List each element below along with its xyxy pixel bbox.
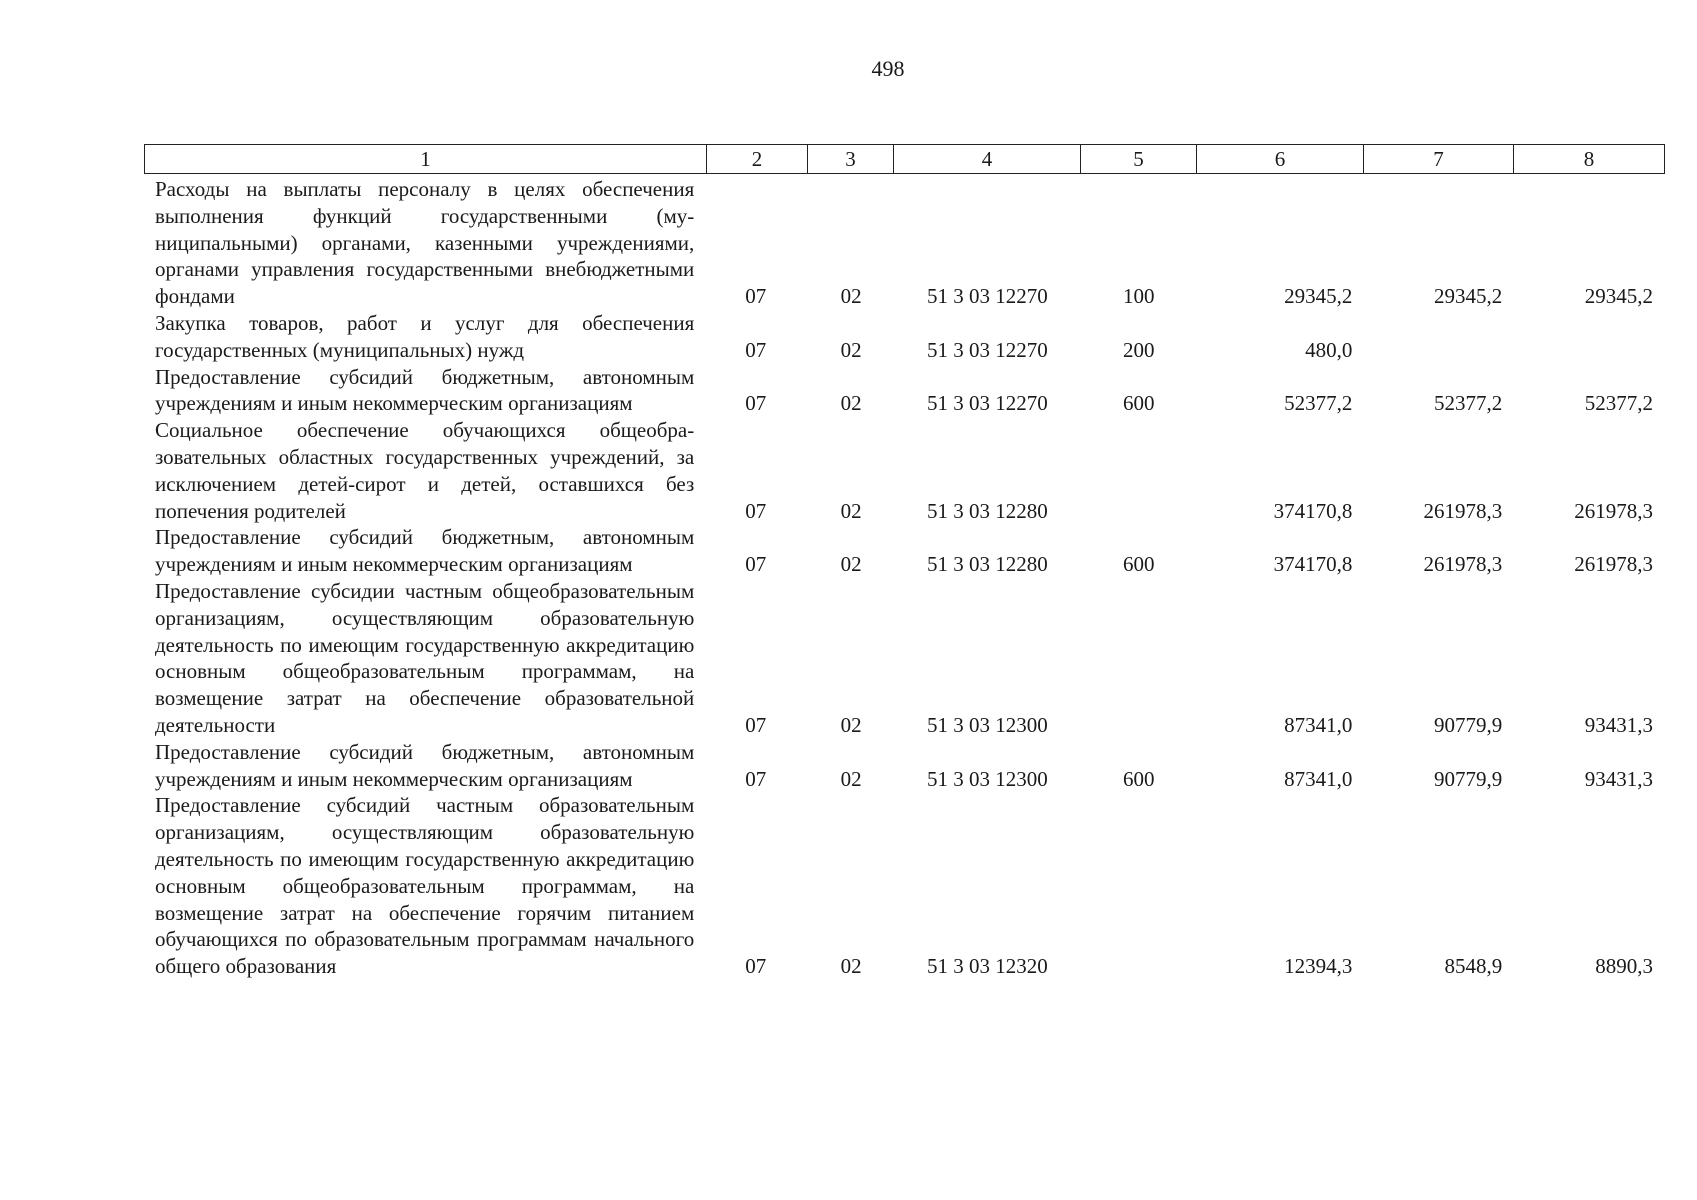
column-header-7: 7 (1364, 145, 1514, 174)
table-row (144, 364, 1664, 418)
row-description: Предоставление субсидий бюджетным, автономным учреждениям и иным некоммерческим организациям (155, 525, 695, 577)
subsection-code: 02 (840, 954, 862, 979)
table-row (144, 417, 1664, 524)
amount-col-6: 87341,0 (1284, 712, 1353, 737)
target-article-code: 51 3 03 12270 (927, 391, 1048, 416)
amount-col-7: 29345,2 (1433, 284, 1503, 309)
amount-col-8: 8890,3 (1595, 954, 1654, 979)
expense-type-code: 200 (1122, 337, 1155, 362)
amount-col-6: 12394,3 (1284, 954, 1353, 979)
expense-type-code: 600 (1122, 766, 1155, 791)
amount-col-6: 29345,2 (1284, 284, 1353, 309)
row-description: Предоставление субсидии частным общеобразовательным организациям, осуществляющим образовательную деятельность по имеющим государственную аккредитацию основным общеобразовательным программам, на возмещение затрат на обеспечение образовательной деятельности (155, 578, 695, 737)
amount-col-8: 261978,3 (1574, 552, 1654, 577)
table-row (144, 578, 1664, 739)
amount-col-7: 90779,9 (1433, 712, 1503, 737)
amount-col-6: 374170,8 (1273, 552, 1353, 577)
column-header-8: 8 (1514, 145, 1665, 174)
row-description: Предоставление субсидий частным образовательным организациям, осуществляющим образовательную деятельность по имеющим государственную аккредитацию основным общеобразовательным программам, на возмещение затрат на обеспечение горячим питанием обучающихся по образовательным программам начального общего образования (155, 793, 695, 979)
amount-col-7: 261978,3 (1423, 552, 1503, 577)
table-row (144, 524, 1664, 578)
amount-col-7: 52377,2 (1433, 391, 1503, 416)
amount-col-7: 261978,3 (1423, 498, 1503, 523)
section-code: 07 (745, 391, 767, 416)
row-description: Расходы на выплаты персоналу в целях обеспечения выполнения функций государственными (муниципальными) органами, казенными учреждениями, органами управления государственными внебюджетными фондами (155, 177, 695, 309)
target-article-code: 51 3 03 12300 (927, 766, 1048, 791)
row-description: Предоставление субсидий бюджетным, автономным учреждениям и иным некоммерческим организациям (155, 364, 695, 416)
amount-col-6: 52377,2 (1284, 391, 1353, 416)
row-description: Предоставление субсидий бюджетным, автономным учреждениям и иным некоммерческим организациям (155, 739, 695, 791)
amount-col-6: 374170,8 (1273, 498, 1353, 523)
subsection-code: 02 (840, 337, 862, 362)
subsection-code: 02 (840, 498, 862, 523)
section-code: 07 (745, 712, 767, 737)
target-article-code: 51 3 03 12270 (927, 284, 1048, 309)
amount-col-8: 52377,2 (1584, 391, 1654, 416)
table-row (144, 739, 1664, 793)
row-description: Социальное обеспечение обучающихся общеобразовательных областных государственных учреждений, за исключением детей-сирот и детей, оставшихся без попечения родителей (155, 418, 695, 523)
expense-type-code: 600 (1122, 552, 1155, 577)
target-article-code: 51 3 03 12280 (927, 498, 1048, 523)
subsection-code: 02 (840, 552, 862, 577)
section-code: 07 (745, 552, 767, 577)
section-code: 07 (745, 284, 767, 309)
amount-col-8: 261978,3 (1574, 498, 1654, 523)
table-row (144, 792, 1664, 980)
target-article-code: 51 3 03 12270 (927, 337, 1048, 362)
column-header-table (144, 144, 1665, 174)
column-header-6: 6 (1197, 145, 1364, 174)
column-header-2: 2 (707, 145, 808, 174)
column-header-5: 5 (1081, 145, 1197, 174)
page-number: 498 (871, 56, 905, 81)
column-header-1: 1 (145, 145, 707, 174)
amount-col-7: 8548,9 (1444, 954, 1503, 979)
target-article-code: 51 3 03 12300 (927, 712, 1048, 737)
column-header-4: 4 (894, 145, 1081, 174)
subsection-code: 02 (840, 391, 862, 416)
column-header-3: 3 (808, 145, 894, 174)
table-row (144, 176, 1664, 310)
subsection-code: 02 (840, 766, 862, 791)
expense-type-code: 600 (1122, 391, 1155, 416)
subsection-code: 02 (840, 712, 862, 737)
expense-type-code: 100 (1122, 284, 1155, 309)
target-article-code: 51 3 03 12280 (927, 552, 1048, 577)
row-description: Закупка товаров, работ и услуг для обеспечения государственных (муниципальных) нужд (155, 310, 695, 362)
section-code: 07 (745, 766, 767, 791)
amount-col-7: 90779,9 (1433, 766, 1503, 791)
column-header-row (145, 145, 1665, 174)
table-body (144, 176, 1664, 980)
section-code: 07 (745, 498, 767, 523)
amount-col-8: 93431,3 (1584, 766, 1654, 791)
table-row (144, 310, 1664, 364)
amount-col-8: 29345,2 (1584, 284, 1654, 309)
section-code: 07 (745, 954, 767, 979)
amount-col-6: 480,0 (1305, 337, 1353, 362)
subsection-code: 02 (840, 284, 862, 309)
target-article-code: 51 3 03 12320 (927, 954, 1048, 979)
section-code: 07 (745, 337, 767, 362)
amount-col-8: 93431,3 (1584, 712, 1654, 737)
amount-col-6: 87341,0 (1284, 766, 1353, 791)
